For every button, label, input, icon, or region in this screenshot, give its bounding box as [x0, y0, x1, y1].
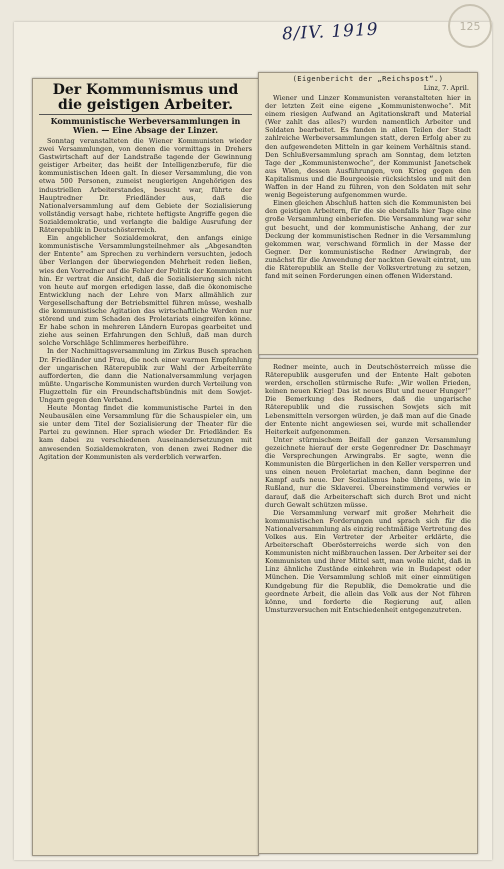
left-newspaper-clipping: [32, 78, 259, 856]
headline-rule: [39, 114, 252, 115]
right-newspaper-clipping-bottom: [258, 358, 478, 854]
article-paragraph: Die Versammlung verwarf mit großer Mehrheit die kommunistischen Forderungen und sprach sich für die Nationalversammlung als einzig rechtmäßige Vertretung des Volkes aus. Ein Vertreter der Arbeiter erklärte, die Arbeiterschaft Oberösterreichs werde sich von den Kommunisten nicht mißbrauchen lassen. Der Arbeiter sei der Kommunisten und ihrer Mittel satt, man wolle nicht, daß in Linz ähnliche Zustände einkehren wie in Budapest oder München. Die Versammlung schloß mit einer einmütigen Kundgebung für die Republik, die Demokratie und die geordnete Arbeit, die allein das Volk aus der Not führen könne, und forderte die Regierung auf, allen Umsturzversuchen mit Entschiedenheit entgegenzutreten.: [265, 508, 471, 614]
left-article-body: [39, 137, 252, 853]
article-paragraph: Sonntag veranstalteten die Wiener Kommunisten wieder zwei Versammlungen, von denen die vormittags in Drehers Gastwirtschaft auf der Landstraße tagende der Gewinnung geistiger Arbeiter, das heißt der Intelligenzberufe, für die kommunistischen Ideen galt. In dieser Versammlung, die von etwa 500 Personen, zumeist neugierigen Angehörigen des industriellen Arbeiterstandes, besucht war, führte der Hauptredner Dr. Friedländer aus, daß die Nationalversammlung auf dem Gebiete der Sozialisierung vollständig versagt habe, richtete heftigste Angriffe gegen die Sozialdemokratie, und verlangte die baldige Ausrufung der Räterepublik in Deutschösterreich.: [39, 137, 252, 235]
right-article-body-top: [265, 94, 471, 352]
handwritten-date-note: 8/IV. 1919: [281, 19, 380, 45]
article-paragraph: Wiener und Linzer Kommunisten veranstalteten hier in der letzten Zeit eine eigene „Kommunistenwoche“. Mit einem riesigen Aufwand an Agitationskraft und Material (Wer zahlt das alles?) wurden namentlich Arbeiter und Soldaten bearbeitet. Es fanden in allen Teilen der Stadt zahlreiche Werbeversammlungen statt, deren Erfolg aber zu den aufgewendeten Mitteln in gar keinem Verhältnis stand. Den Schlußversammlung sprach am Sonntag, dem letzten Tage der „Kommunistenwoche“, der Kommunist Janetschek aus Wien, dessen Ausführungen, von Krieg gegen den Kapitalismus und die Bourgeoisie rücksichtslos und mit den Waffen in der Hand zu führen, von den Soldaten mit sehr wenig Begeisterung aufgenommen wurde.: [265, 94, 471, 200]
article-paragraph: Ein angeblicher Sozialdemokrat, den anfangs einige kommunistische Versammlungsteilnehmer als „Abgesandten der Entente“ am Sprechen zu verhindern versuchten, jedoch über Verlangen der überwiegenden Mehrheit reden ließen, wies den Vorredner auf die Fehler der Politik der Kommunisten hin. Er vertrat die Ansicht, daß die Sozialisierung sich nicht von heute auf morgen erledigen lasse, daß die ökonomische Entwicklung nach der Lehre von Marx allmählich zur Vergesellschaftung der Betriebsmittel führen müsse, weshalb die kommunistische Agitation das wirtschaftliche Werden nur störend und zum Schaden des Proletariats eingreifen könne. Er habe schon in mehreren Ländern Europas gearbeitet und ziehe aus seinen Erfahrungen den Schluß, daß man durch solche Vorschläge Schlimmeres herbeiführe.: [39, 234, 252, 348]
article-paragraph: Redner meinte, auch in Deutschösterreich müsse die Räterepublik ausgerufen und der Entente Halt geboten werden, erschollen stürmische Rufe: „Wir wollen Frieden, keinen neuen Krieg! Das ist neues Blut und neuer Hunger!“ Die Bemerkung des Redners, daß die ungarische Räterepublik und die russischen Sowjets sich mit Lebensmitteln versorgen würden, je daß man auf die Gnade der Entente nicht angewiesen sei, wurde mit schallender Heiterkeit aufgenommen.: [265, 363, 471, 436]
right-article-body-bottom: [265, 363, 471, 851]
article-subhead: Kommunistische Werbeversammlungen in Wien. — Eine Absage der Linzer.: [50, 116, 241, 135]
article-headline: Der Kommunismus und die geistigen Arbeiter.: [52, 82, 239, 113]
right-newspaper-clipping-top: [258, 72, 478, 355]
article-paragraph: Einen gleichen Abschluß hatten sich die Kommunisten bei den geistigen Arbeitern, für die sie ebenfalls hier Tage eine große Versammlung einberiefen. Die Versammlung war sehr gut besucht, und der kommunistische Anhang, der zur Deckung der kommunistischen Redner in die Versammlung gekommen war, verschwand förmlich in der Masse der Gegner. Der kommunistische Redner Arwingrab, der zunächst für die Anwendung der nackten Gewalt eintrat, um die Räterepublik an Stelle der Volksvertretung zu setzen, fand mit seinen Forderungen einen offenen Widerstand.: [265, 199, 471, 281]
archive-stamp: [448, 4, 492, 48]
article-paragraph: Heute Montag findet die kommunistische Partei in den Neubausälen eine Versammlung für die Schauspieler ein, um sie unter dem Titel der Sozialisierung der Theater für die Partei zu gewinnen. Hier sprach wieder Dr. Friedländer. Es kam dabei zu verschiedenen Auseinandersetzungen mit anwesenden Sozialdemokraten, von denen zwei Redner die Agitation der Kommunisten als verderblich verwarfen.: [39, 404, 252, 461]
article-dateline: (Eigenbericht der „Reichspost“.): [292, 75, 444, 83]
article-paragraph: Unter stürmischem Beifall der ganzen Versammlung gezeichnete hierauf der erste Gegenredner Dr. Daschmayr die Versprechungen Arwingrabs. Er sagte, wenn die Kommunisten die Bürgerlichen in den Keller versperren und uns einen neuen Proletariat machen, dann beginne der Kampf aufs neue. Der Sozialismus habe übrigens, wie in Rußland, nur die Sklaverei. Übereinstimmend verwies er darauf, daß die Arbeiterschaft sich durch Brot und nicht durch Gewalt schützen müsse.: [265, 435, 471, 509]
article-paragraph: In der Nachmittagsversammlung im Zirkus Busch sprachen Dr. Friedländer und Frau, die noch einer warmen Empfehlung der ungarischen Räterepublik zur Wahl der Arbeiterräte aufforderten, die dann die Nationalversammlung verjagen müßte. Ungarische Kommunisten wurden durch Verteilung von Flugzetteln für ein Freundschaftsbündnis mit dem Sowjet-Ungarn gegen den Verband.: [39, 347, 252, 404]
stamp-label: 125: [459, 19, 481, 33]
article-placeline: Linz, 7. April.: [423, 84, 469, 92]
